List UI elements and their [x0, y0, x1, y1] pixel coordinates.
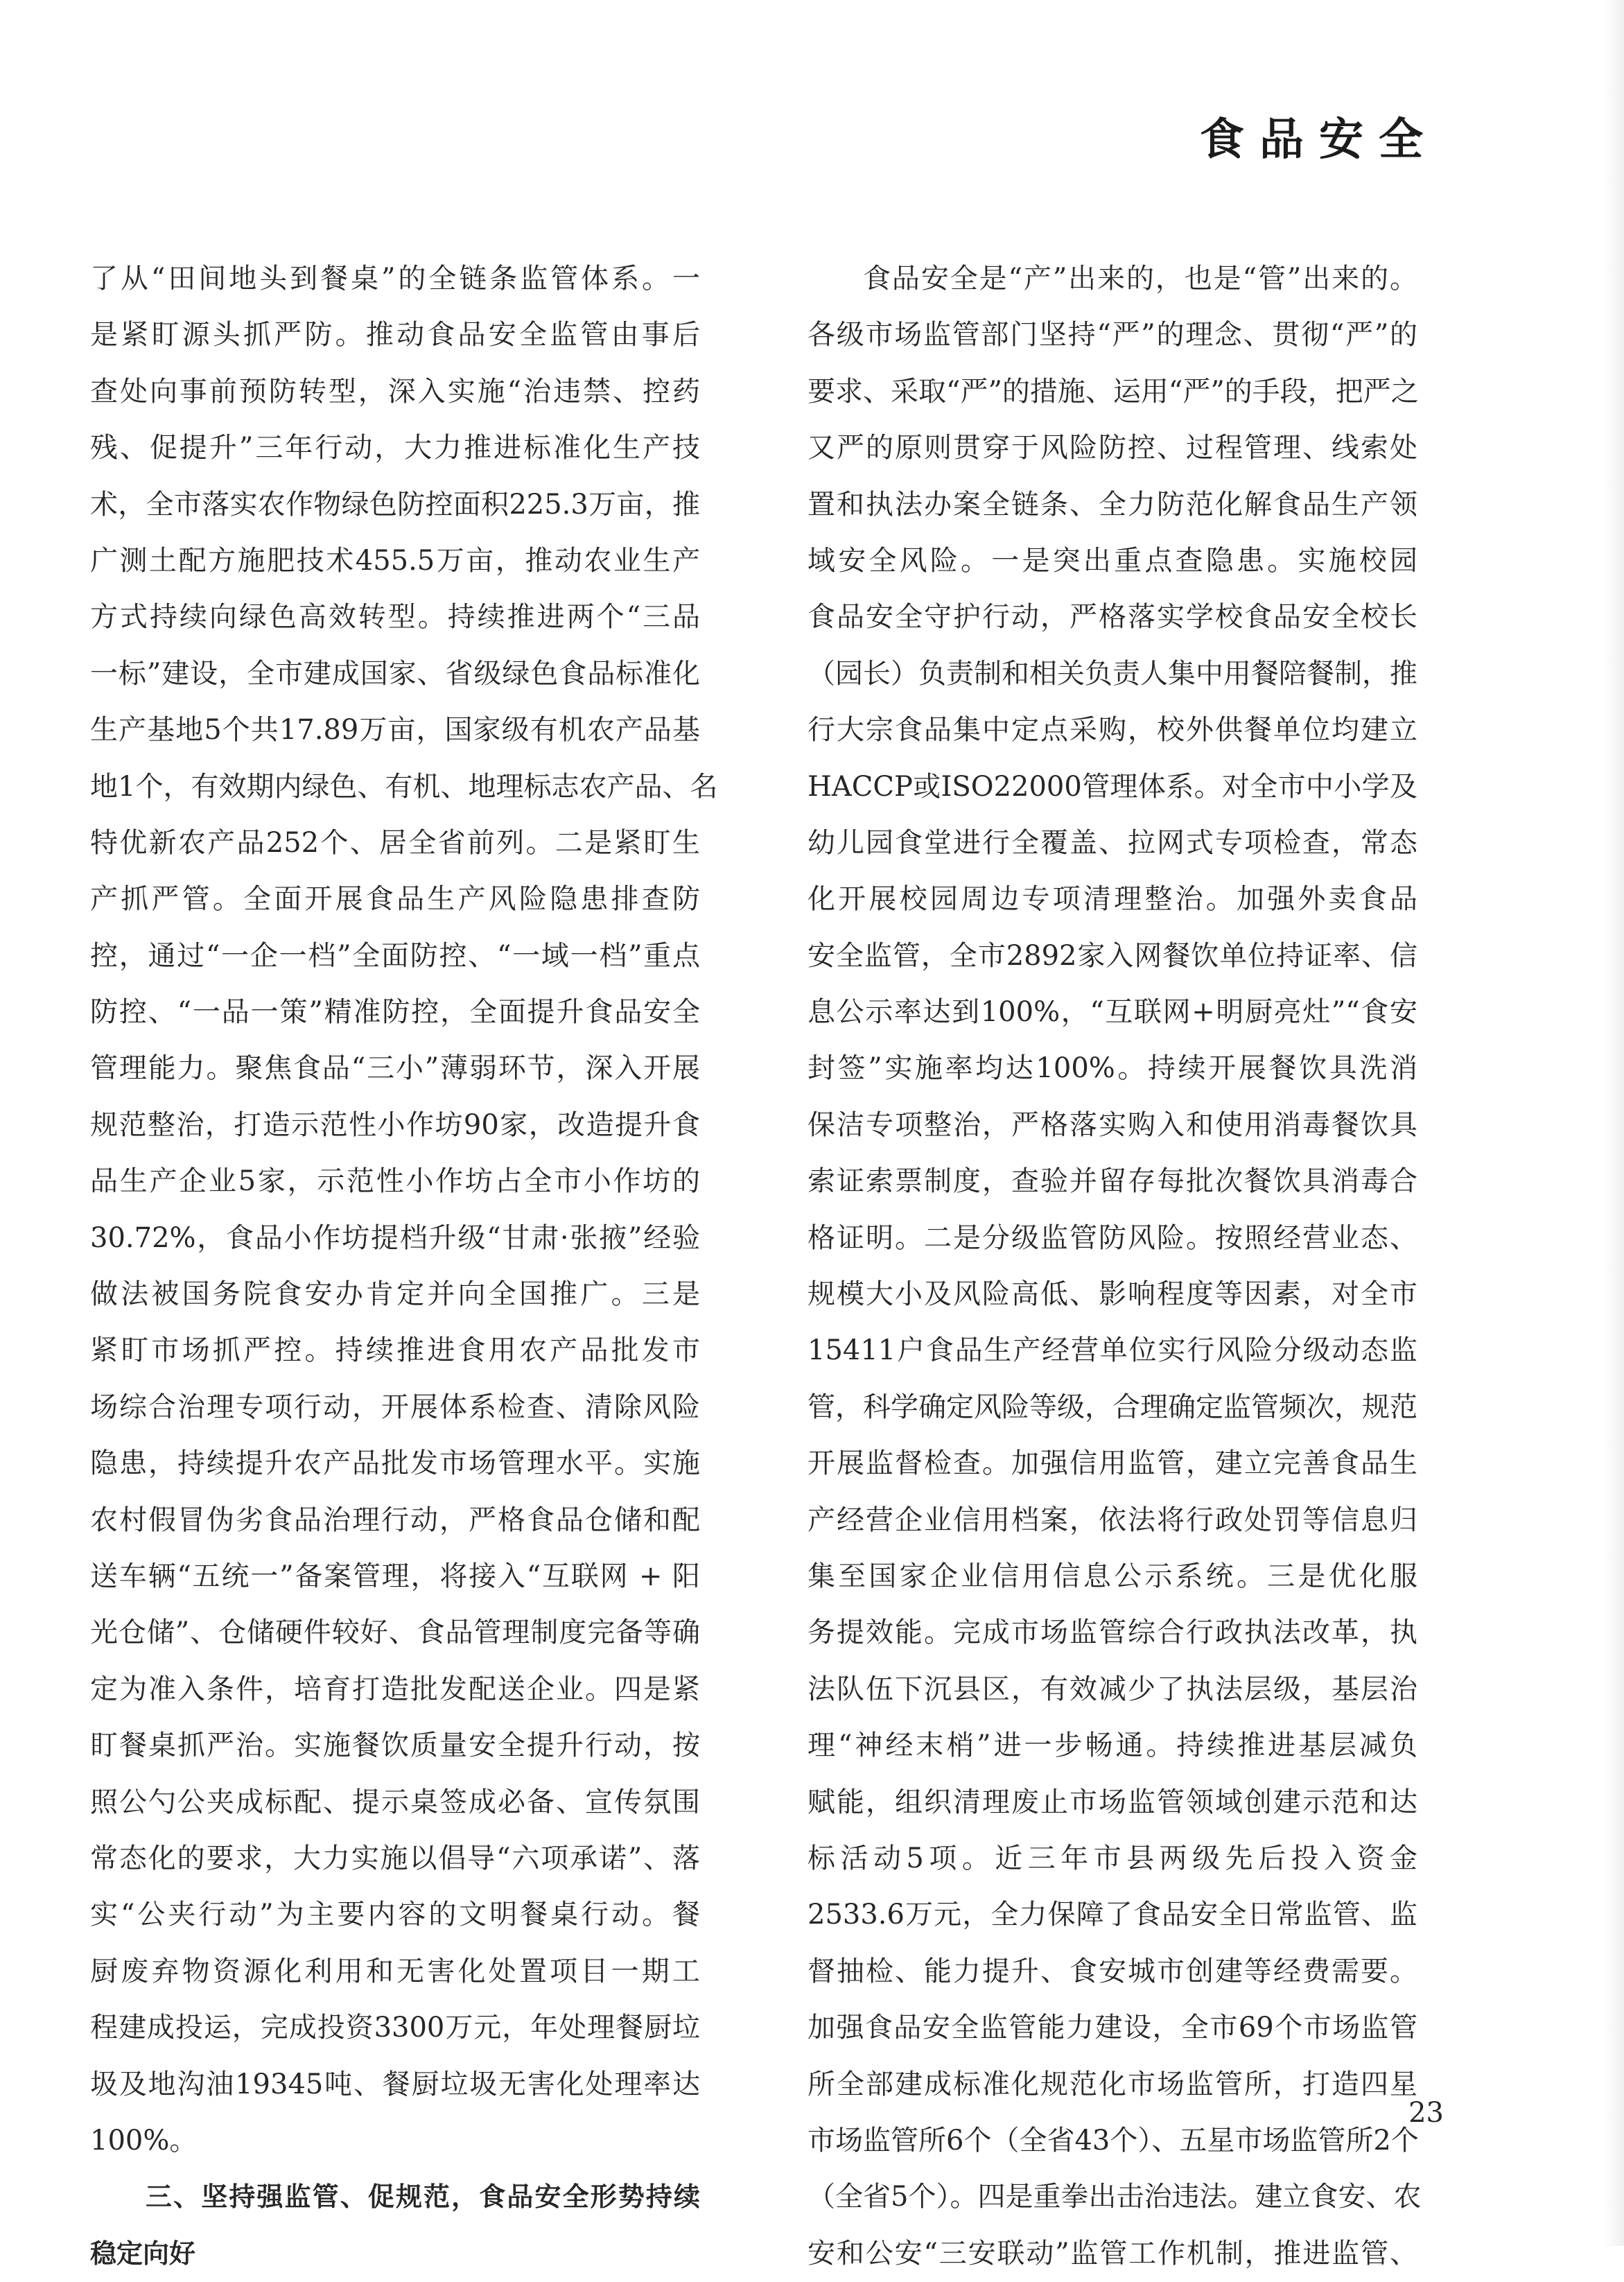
right-column [807, 251, 1422, 2282]
text-line: 防控、“一品一策”精准防控，全面提升食品安全 [90, 996, 700, 1029]
text-line: 30.72%，食品小作坊提档升级“甘肃·张掖”经验 [90, 1221, 700, 1254]
text-line: 照公勺公夹成标配、提示桌签成必备、宣传氛围 [90, 1786, 700, 1818]
text-line: 规模大小及风险高低、影响程度等因素，对全市 [807, 1278, 1417, 1311]
text-line: 理“神经末梢”进一步畅通。持续推进基层减负 [807, 1730, 1417, 1762]
text-line: 盯餐桌抓严治。实施餐饮质量安全提升行动，按 [90, 1730, 700, 1762]
text-line: 常态化的要求，大力实施以倡导“六项承诺”、落 [90, 1842, 700, 1874]
text-line: 隐患，持续提升农产品批发市场管理水平。实施 [90, 1447, 700, 1480]
text-line: 开展监督检查。加强信用监管，建立完善食品生 [807, 1447, 1417, 1480]
page-edge-shadow [1605, 0, 1624, 2246]
text-line: 一标”建设，全市建成国家、省级绿色食品标准化 [90, 657, 700, 690]
text-line: 赋能，组织清理废止市场监管领域创建示范和达 [807, 1786, 1417, 1818]
text-line: 行大宗食品集中定点采购，校外供餐单位均建立 [807, 714, 1417, 747]
text-line: 圾及地沟油19345吨、餐厨垃圾无害化处理率达 [90, 2068, 700, 2100]
text-line: 要求、采取“严”的措施、运用“严”的手段，把严之 [807, 375, 1419, 408]
text-line: 查处向事前预防转型，深入实施“治违禁、控药 [90, 375, 700, 408]
text-line: 管，科学确定风险等级，合理确定监管频次，规范 [807, 1391, 1417, 1423]
page-number: 23 [1408, 2097, 1444, 2129]
text-line: 所全部建成标准化规范化市场监管所，打造四星 [807, 2068, 1417, 2100]
text-line: 封签”实施率均达100%。持续开展餐饮具洗消 [807, 1052, 1417, 1085]
text-line: 索证索票制度，查验并留存每批次餐饮具消毒合 [807, 1165, 1417, 1198]
text-line: （全省5个）。四是重拳出击治违法。建立食安、农 [807, 2181, 1422, 2213]
text-line: 控，通过“一企一档”全面防控、“一域一档”重点 [90, 939, 700, 972]
text-line: 保洁专项整治，严格落实购入和使用消毒餐饮具 [807, 1108, 1417, 1141]
text-line: 紧盯市场抓严控。持续推进食用农产品批发市 [90, 1334, 700, 1367]
text-line: 方式持续向绿色高效转型。持续推进两个“三品 [90, 601, 700, 634]
text-line: 送车辆“五统一”备案管理，将接入“互联网 + 阳 [90, 1560, 700, 1592]
text-line: 各级市场监管部门坚持“严”的理念、贯彻“严”的 [807, 319, 1417, 351]
text-line: 100%。 [90, 2124, 198, 2157]
text-line: 是紧盯源头抓严防。推动食品安全监管由事后 [90, 319, 700, 351]
text-line: 特优新农产品252个、居全省前列。二是紧盯生 [90, 826, 700, 859]
text-line: 生产基地5个共17.89万亩，国家级有机农产品基 [90, 714, 700, 747]
text-line: 又严的原则贯穿于风险防控、过程管理、线索处 [807, 432, 1417, 464]
text-line: 残、促提升”三年行动，大力推进标准化生产技 [90, 432, 700, 464]
text-line: 安全监管，全市2892家入网餐饮单位持证率、信 [807, 939, 1417, 972]
running-head: 食品安全 [1200, 114, 1438, 166]
text-line: 地1个，有效期内绿色、有机、地理标志农产品、名 [90, 770, 718, 803]
text-line: 息公示率达到100%，“互联网+明厨亮灶”“食安 [807, 996, 1417, 1029]
text-line: 域安全风险。一是突出重点查隐患。实施校园 [807, 544, 1417, 577]
text-line: 格证明。二是分级监管防风险。按照经营业态、 [807, 1221, 1417, 1254]
text-line: 农村假冒伪劣食品治理行动，严格食品仓储和配 [90, 1504, 700, 1536]
text-line: 品生产企业5家，示范性小作坊占全市小作坊的 [90, 1165, 700, 1198]
text-line: 幼儿园食堂进行全覆盖、拉网式专项检查，常态 [807, 826, 1417, 859]
text-line: 产抓严管。全面开展食品生产风险隐患排查防 [90, 883, 700, 916]
text-line: 程建成投运，完成投资3300万元，年处理餐厨垃 [90, 2012, 700, 2044]
text-line: 法队伍下沉县区，有效减少了执法层级，基层治 [807, 1673, 1417, 1705]
text-line: 置和执法办案全链条、全力防范化解食品生产领 [807, 488, 1417, 521]
text-line: 场综合治理专项行动，开展体系检查、清除风险 [90, 1391, 700, 1423]
text-line: 加强食品安全监管能力建设，全市69个市场监管 [807, 2012, 1417, 2044]
text-line: 管理能力。聚焦食品“三小”薄弱环节，深入开展 [90, 1052, 700, 1085]
text-line: 了从“田间地头到餐桌”的全链条监管体系。一 [90, 263, 700, 295]
text-line: 产经营企业信用档案，依法将行政处罚等信息归 [807, 1504, 1417, 1536]
left-column [90, 251, 718, 2282]
text-line: 务提效能。完成市场监管综合行政执法改革，执 [807, 1617, 1417, 1649]
text-line: 广测土配方施肥技术455.5万亩，推动农业生产 [90, 544, 700, 577]
section-heading: 三、坚持强监管、促规范，食品安全形势持续 [146, 2181, 700, 2213]
text-line: 厨废弃物资源化利用和无害化处置项目一期工 [90, 1955, 700, 1987]
text-line: （园长）负责制和相关负责人集中用餐陪餐制，推 [807, 657, 1417, 690]
section-heading: 稳定向好 [90, 2238, 196, 2269]
text-line: 实“公夹行动”为主要内容的文明餐桌行动。餐 [90, 1899, 700, 1931]
text-line: 2533.6万元，全力保障了食品安全日常监管、监 [807, 1899, 1417, 1931]
text-line: 光仓储”、仓储硬件较好、食品管理制度完备等确 [90, 1617, 700, 1649]
text-line: 术，全市落实农作物绿色防控面积225.3万亩，推 [90, 488, 700, 521]
text-line: 化开展校园周边专项清理整治。加强外卖食品 [807, 883, 1417, 916]
text-line: 集至国家企业信用信息公示系统。三是优化服 [807, 1560, 1417, 1592]
text-line: HACCP或ISO22000管理体系。对全市中小学及 [807, 770, 1417, 803]
text-line: 规范整治，打造示范性小作坊90家，改造提升食 [90, 1108, 700, 1141]
text-line: 做法被国务院食安办肯定并向全国推广。三是 [90, 1278, 700, 1311]
text-line: 食品安全守护行动，严格落实学校食品安全校长 [807, 601, 1417, 634]
text-line: 食品安全是“产”出来的，也是“管”出来的。 [863, 263, 1417, 295]
text-line: 安和公安“三安联动”监管工作机制，推进监管、 [807, 2237, 1417, 2270]
text-line: 标活动5项。近三年市县两级先后投入资金 [807, 1842, 1417, 1874]
text-line: 督抽检、能力提升、食安城市创建等经费需要。 [807, 1955, 1417, 1987]
text-line: 市场监管所6个（全省43个）、五星市场监管所2个 [807, 2124, 1419, 2157]
text-line: 定为准入条件，培育打造批发配送企业。四是紧 [90, 1673, 700, 1705]
text-line: 15411户食品生产经营单位实行风险分级动态监 [807, 1334, 1417, 1367]
